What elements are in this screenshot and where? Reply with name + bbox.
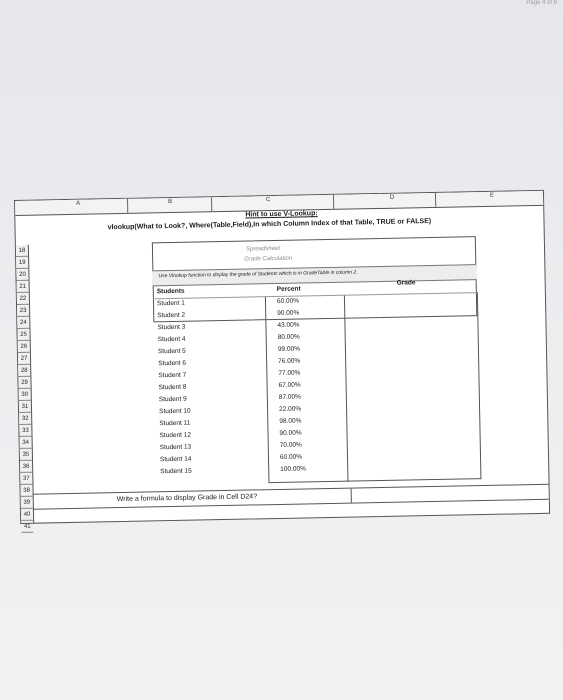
- column-letter-e[interactable]: E: [489, 192, 495, 199]
- page-label: Page 4 of 6: [526, 0, 557, 6]
- student-name: Student 1: [156, 299, 185, 308]
- row-number[interactable]: 19: [16, 257, 28, 269]
- students-header[interactable]: Students: [156, 287, 185, 296]
- column-separator: [333, 195, 334, 209]
- student-percent: 87.00%: [278, 393, 301, 401]
- row-number[interactable]: 40: [21, 509, 33, 521]
- row-number[interactable]: 23: [17, 305, 29, 317]
- grade-calculation-title: Grade Calculation: [244, 255, 293, 263]
- student-name: Student 4: [157, 335, 186, 344]
- question-text: Write a formula to display Grade in Cell D24?: [116, 493, 258, 504]
- row-number[interactable]: 41: [21, 521, 33, 533]
- hint-text: Hint to use V-Lookup:: [245, 210, 318, 219]
- percent-column-box: [265, 295, 349, 484]
- student-name: Student 15: [160, 467, 192, 476]
- row-number[interactable]: 30: [19, 389, 31, 401]
- row-number[interactable]: 25: [17, 329, 29, 341]
- student-name: Student 13: [159, 443, 192, 452]
- row-number[interactable]: 24: [17, 317, 29, 329]
- row-number[interactable]: 26: [18, 341, 30, 353]
- student-name: Student 12: [159, 431, 192, 440]
- row-number[interactable]: 38: [20, 485, 32, 497]
- row-number[interactable]: 39: [21, 497, 33, 509]
- row-number[interactable]: 35: [20, 449, 32, 461]
- column-separator: [127, 199, 128, 213]
- column-separator: [435, 193, 436, 207]
- student-percent: 98.00%: [279, 417, 302, 425]
- student-percent: 90.00%: [277, 309, 300, 317]
- student-percent: 60.00%: [276, 297, 300, 305]
- student-percent: 99.00%: [277, 345, 301, 353]
- answer-cell[interactable]: [351, 485, 549, 503]
- student-name: Student 14: [159, 455, 192, 464]
- column-letter-b[interactable]: B: [167, 198, 173, 206]
- row-number[interactable]: 29: [18, 377, 30, 389]
- percent-header[interactable]: Percent: [276, 285, 301, 293]
- student-name: Student 8: [158, 383, 187, 392]
- row-number[interactable]: 27: [18, 353, 30, 365]
- student-name: Student 2: [157, 311, 186, 320]
- student-percent: 100.00%: [280, 465, 306, 473]
- column-letter-d[interactable]: D: [389, 194, 395, 201]
- student-percent: 22.00%: [279, 405, 302, 413]
- row-number[interactable]: 37: [20, 473, 32, 485]
- student-table: [153, 279, 481, 484]
- row-number[interactable]: 32: [19, 413, 31, 425]
- student-name: Student 11: [159, 419, 191, 428]
- grade-column-box[interactable]: [343, 292, 482, 482]
- student-percent: 67.00%: [278, 381, 301, 389]
- column-separator: [211, 197, 212, 211]
- question-row: [33, 484, 549, 510]
- student-percent: 76.00%: [278, 357, 301, 365]
- row-number[interactable]: 22: [17, 293, 29, 305]
- formula-text: vlookup(What to Look?, Where(Table,Field),In which Column Index of that Table, TRUE or FALSE): [107, 217, 432, 232]
- grade-header[interactable]: Grade: [396, 279, 416, 287]
- student-percent: 90.00%: [279, 429, 302, 437]
- student-name: Student 7: [158, 371, 187, 380]
- student-name: Student 10: [159, 407, 191, 416]
- student-name: Student 3: [157, 323, 186, 332]
- row-number[interactable]: 33: [19, 425, 31, 437]
- row-number[interactable]: 21: [17, 281, 29, 293]
- student-name: Student 6: [158, 359, 187, 368]
- spreadsheet: [14, 190, 550, 530]
- student-percent: 70.00%: [279, 441, 302, 449]
- row-number[interactable]: 20: [16, 269, 28, 281]
- student-name: Student 5: [157, 347, 186, 356]
- row-number[interactable]: 36: [20, 461, 32, 473]
- row-number[interactable]: 34: [20, 437, 32, 449]
- student-percent: 43.00%: [277, 321, 300, 329]
- row-number-gutter: [16, 245, 34, 530]
- row-number[interactable]: 18: [16, 245, 28, 257]
- student-percent: 77.00%: [278, 369, 301, 377]
- student-percent: 60.00%: [279, 453, 303, 461]
- student-percent: 80.00%: [277, 333, 300, 341]
- row-number[interactable]: 31: [19, 401, 31, 413]
- column-letter-a[interactable]: A: [76, 200, 81, 207]
- spreadsheet-title: Spreadsheet: [245, 245, 281, 253]
- row-number[interactable]: 28: [18, 365, 30, 377]
- instruction-text: Use Vlookup function to display the grade of Students which is in GradeTable in column 2.: [158, 269, 358, 280]
- column-letter-c[interactable]: C: [265, 197, 271, 204]
- student-name: Student 9: [158, 395, 187, 404]
